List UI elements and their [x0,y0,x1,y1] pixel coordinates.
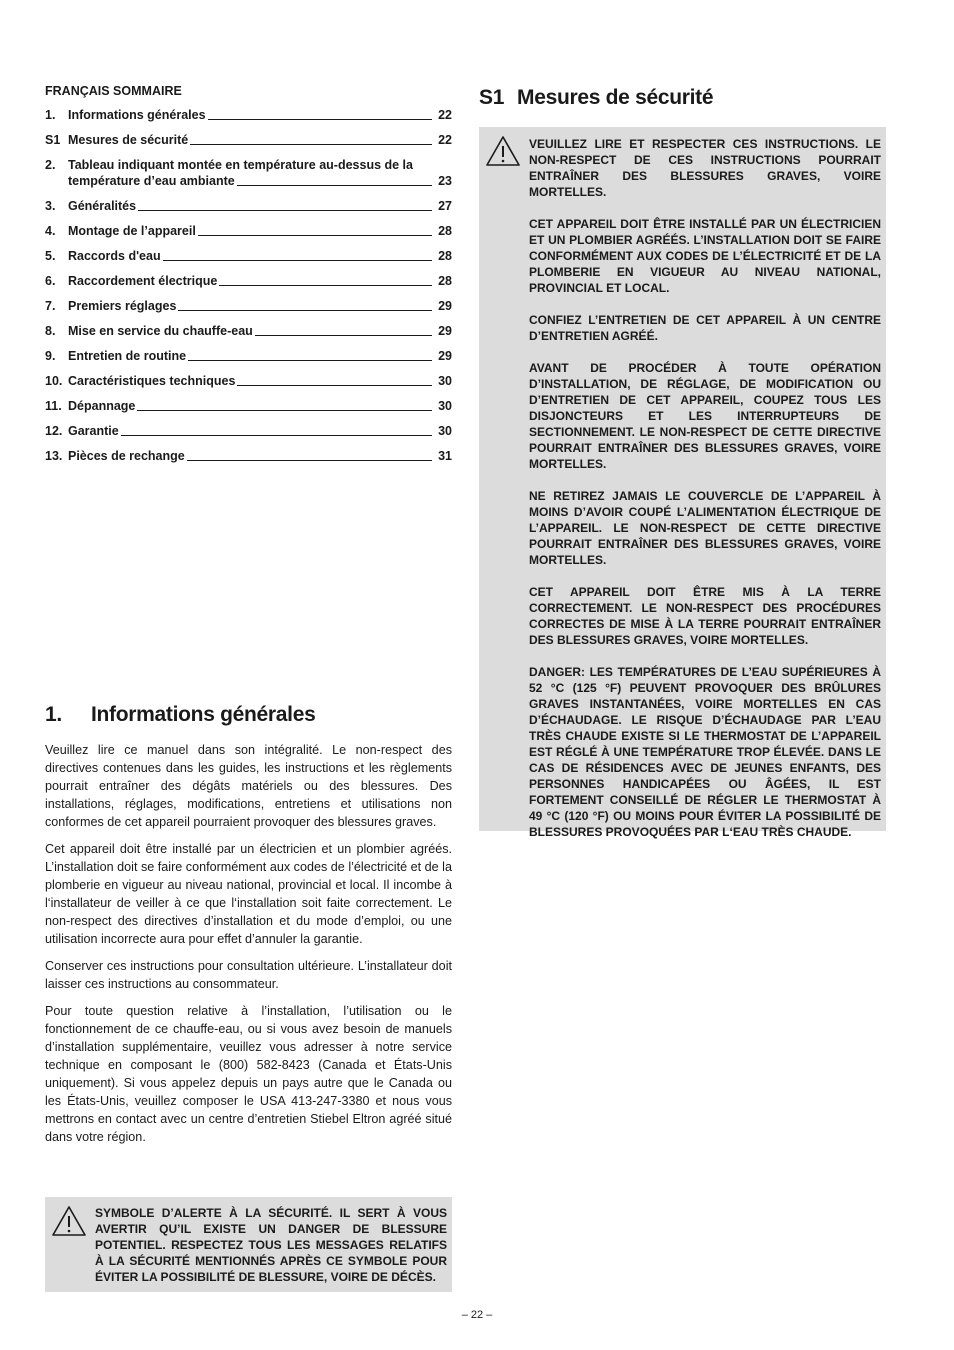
toc-item-number: 7. [45,299,56,313]
toc-leader-line [255,334,432,336]
warning-paragraph: DANGER: LES TEMPÉRATURES DE L’EAU SUPÉRIEURES À 52 °C (125 °F) PEUVENT PROVOQUER DES BRÛLURES GRAVES INSTANTANÉES, VOIRE MORTELLES EN CAS D’ÉCHAUDAGE. LE RISQUE D’ÉCHAUDAGE PAR L’EAU TRÈS CHAUDE EXISTE SI LE THERMOSTAT DE L’APPAREIL EST RÉGLÉ À UNE TEMPÉRATURE TROP ÉLEVÉE. DANS LE CAS DE RÉSIDENCES AVEC DE JEUNES ENFANTS, DES PERSONNES HANDICAPÉES OU ÂGÉES, IL EST FORTEMENT CONSEILLÉ DE RÉGLER LE THERMOSTAT À 49 °C (120 °F) OU MOINS POUR ÉVITER LA POSSIBILITÉ DE BLESSURES PROVOQUÉES PAR L‘EAU TRÈS CHAUDE. [529,665,881,839]
warning-paragraph: AVANT DE PROCÉDER À TOUTE OPÉRATION D’INSTALLATION, DE RÉGLAGE, DE MODIFICATION OU D’ENTRETIEN DE CET APPAREIL, COUPEZ TOUS LES DISJONCTEURS ET LES INTERRUPTEURS DE SECTIONNEMENT. LE NON-RESPECT DE CETTE DIRECTIVE POURRAIT ENTRAÎNER DES BLESSURES GRAVES, VOIRE MORTELLES. [529,361,881,471]
toc-item-number: 2. [45,158,56,172]
toc-item[interactable] [45,298,452,314]
section-heading [479,86,713,110]
toc-item-title: Premiers réglages [68,299,177,313]
toc-leader-line [208,118,432,120]
warning-paragraph: CONFIEZ L’ENTRETIEN DE CET APPAREIL À UN CENTRE D’ENTRETIEN AGRÉÉ. [529,313,881,343]
warning-triangle-icon [51,1205,87,1242]
body-paragraph: Cet appareil doit être installé par un électricien et un plombier agréés. L’installation doit se faire conformément aux codes de l’électricité et de la plomberie en vigueur au niveau national, provincial et local. Il incombe à l‘installateur de veiller à ce que l‘installation soit faite correctement. Le non-respect des directives d’installation et du mode d’emploi, ou une utilisation incorrecte aura pour effet d’annuler la garantie. [45,842,452,946]
toc-item-title: Raccordement électrique [68,274,218,288]
toc-item[interactable] [45,348,452,364]
table-of-contents [45,84,452,473]
warning-paragraph: NE RETIREZ JAMAIS LE COUVERCLE DE L’APPAREIL À MOINS D’AVOIR COUPÉ L’ALIMENTATION ÉLECTRIQUE DE L’APPAREIL. LE NON-RESPECT DE CETTE DIRECTIVE POURRAIT ENTRAÎNER DES BLESSURES GRAVES, VOIRE MORTELLES. [529,489,881,567]
toc-item-number: 5. [45,249,56,263]
section-safety-measures [479,86,713,110]
toc-item-title: Mesures de sécurité [68,133,189,147]
section-number: 1. [45,703,62,726]
toc-leader-line [187,459,432,461]
safety-warning-box [479,127,886,839]
toc-item-title: Caractéristiques techniques [68,374,236,388]
toc-item[interactable] [45,448,452,464]
toc-item-title: Entretien de routine [68,349,187,363]
toc-item-number: 8. [45,324,56,338]
toc-item[interactable] [45,223,452,239]
toc-item-page: 30 [438,374,452,388]
toc-item-page: 30 [438,424,452,438]
toc-item-number: 10. [45,374,63,388]
toc-item-page: 30 [438,399,452,413]
section-title: Mesures de sécurité [517,86,714,109]
toc-leader-line [163,259,432,261]
toc-leader-line [198,234,432,236]
toc-item-title: Garantie [68,424,119,438]
toc-item-page: 27 [438,199,452,213]
toc-item-number: 6. [45,274,56,288]
toc-item-page: 29 [438,299,452,313]
toc-item-title: Tableau indiquant montée en température au-dessus de la [68,158,413,172]
toc-item[interactable] [45,107,452,123]
page-number: – 22 – [461,1309,493,1321]
toc-item-title: Montage de l’appareil [68,224,196,238]
section-general-information [45,703,452,1155]
toc-item[interactable] [45,423,452,439]
toc-item-title: Généralités [68,199,137,213]
toc-leader-line [137,409,432,411]
toc-item[interactable] [45,157,452,189]
toc-heading: FRANÇAIS SOMMAIRE [45,84,182,98]
toc-item[interactable] [45,248,452,264]
warning-paragraph: VEUILLEZ LIRE ET RESPECTER CES INSTRUCTIONS. LE NON-RESPECT DE CES INSTRUCTIONS POURRAIT ENTRAÎNER DES BLESSURES GRAVES, VOIRE MORTELLES. [529,137,881,199]
toc-item-page: 28 [438,274,452,288]
toc-leader-line [190,143,432,145]
section-heading [45,703,452,727]
toc-item-title: Informations générales [68,108,206,122]
toc-item-number: 9. [45,349,56,363]
toc-item-number: S1 [45,133,61,147]
toc-item-number: 4. [45,224,56,238]
toc-item-page: 22 [438,133,452,147]
warning-triangle-icon [485,135,521,172]
toc-item[interactable] [45,198,452,214]
toc-leader-line [178,309,432,311]
toc-item-number: 13. [45,449,63,463]
safety-alert-text: SYMBOLE D’ALERTE À LA SÉCURITÉ. IL SERT À VOUS AVERTIR QU’IL EXISTE UN DANGER DE BLESSURE POTENTIEL. RESPECTEZ TOUS LES MESSAGES RELATIFS À LA SÉCURITÉ MENTIONNÉS APRÈS CE SYMBOLE POUR ÉVITER LA POSSIBILITÉ DE BLESSURE, VOIRE DE DÉCÈS. [95,1206,447,1284]
toc-item-number: 3. [45,199,56,213]
section-number: S1 [479,86,505,109]
toc-item-number: 1. [45,108,56,122]
warning-paragraph: CET APPAREIL DOIT ÊTRE MIS À LA TERRE CORRECTEMENT. LE NON-RESPECT DES PROCÉDURES CORRECTES DE MISE À LA TERRE POURRAIT ENTRAÎNER DES BLESSURES GRAVES, VOIRE MORTELLES. [529,585,881,647]
toc-item[interactable] [45,323,452,339]
toc-item-title-continued: température d’eau ambiante [68,174,235,188]
toc-leader-line [121,434,432,436]
toc-item-page: 23 [438,174,452,188]
toc-item[interactable] [45,398,452,414]
toc-leader-line [138,209,432,211]
toc-leader-line [219,284,432,286]
toc-item-page: 28 [438,224,452,238]
toc-leader-line [237,184,432,186]
toc-leader-line [237,384,432,386]
toc-item-title: Pièces de rechange [68,449,185,463]
body-paragraph: Veuillez lire ce manuel dans son intégralité. Le non-respect des directives contenues dans les guides, les instructions et les règlements pourrait entraîner des dégâts matériels ou des blessures. Des installations, réglages, modifications, entretiens et utilisations non conformes de cet appareil pourraient provoquer des blessures graves. [45,743,452,829]
toc-item-title: Mise en service du chauffe-eau [68,324,253,338]
toc-item-page: 29 [438,324,452,338]
toc-item-page: 22 [438,108,452,122]
toc-item-number: 11. [45,399,62,413]
toc-item-page: 29 [438,349,452,363]
toc-item-title: Raccords d'eau [68,249,161,263]
safety-alert-box [45,1197,452,1292]
toc-item-number: 12. [45,424,63,438]
toc-item-title: Dépannage [68,399,136,413]
toc-item-page: 31 [438,449,452,463]
toc-item-page: 28 [438,249,452,263]
toc-item[interactable] [45,132,452,148]
section-title: Informations générales [91,703,316,726]
toc-leader-line [188,359,432,361]
warning-paragraph: CET APPAREIL DOIT ÊTRE INSTALLÉ PAR UN ÉLECTRICIEN ET UN PLOMBIER AGRÉÉS. L’INSTALLATION DOIT SE FAIRE CONFORMÉMENT AUX CODES DE L’ÉLECTRICITÉ ET DE LA PLOMBERIE EN VIGUEUR AU NIVEAU NATIONAL, PROVINCIAL ET LOCAL. [529,217,881,295]
body-paragraph: Conserver ces instructions pour consultation ultérieure. L’installateur doit laisser ces instructions au consommateur. [45,959,452,991]
body-paragraph: Pour toute question relative à l’installation, l’utilisation ou le fonctionnement de ce chauffe-eau, ou si vous avez besoin de manuels d’installation supplémentaire, veuillez vous adresser à notre service technique en composant le (800) 582-8423 (Canada et États-Unis uniquement). Si vous appelez depuis un pays autre que le Canada ou les États-Unis, veuillez composer le USA 413-247-3380 et nous vous mettrons en contact avec un centre d’entretien Stiebel Eltron agréé situé dans votre région. [45,1004,452,1144]
toc-item[interactable] [45,273,452,289]
toc-item[interactable] [45,373,452,389]
